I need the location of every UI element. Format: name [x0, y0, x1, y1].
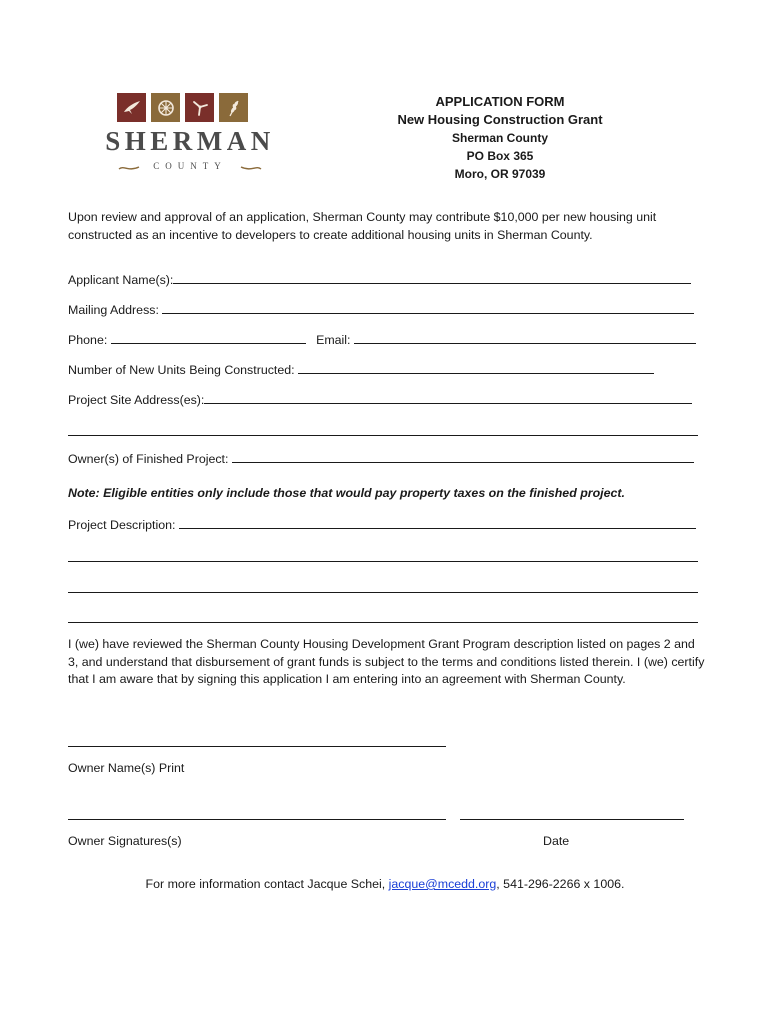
- contact-footer: [0, 877, 770, 891]
- org-city: Moro, OR 97039: [454, 167, 546, 181]
- contact-suffix: , 541-296-2266 x 1006.: [496, 877, 625, 891]
- wind-turbine-icon: [185, 93, 214, 122]
- org-po-box: PO Box 365: [466, 149, 534, 163]
- description-label: Project Description:: [68, 518, 176, 532]
- owner-name-print-line[interactable]: [68, 746, 446, 747]
- contact-prefix: For more information contact Jacque Schei,: [145, 877, 389, 891]
- owner-name-print-label: Owner Name(s) Print: [68, 761, 185, 775]
- site-address-field-line-2[interactable]: [68, 435, 698, 436]
- mailing-address-field[interactable]: [162, 302, 694, 314]
- site-address-field[interactable]: [204, 392, 692, 404]
- wagon-wheel-icon: [151, 93, 180, 122]
- logo-wordmark: SHERMAN: [105, 126, 275, 156]
- certification-paragraph: I (we) have reviewed the Sherman County Housing Development Grant Program description listed on pages 2 and 3, and understand that disbursement of grant funds is subject to the terms and conditions listed therein. I (we) certify that I am aware that by signing this application I am entering into an agreement with Sherman County.: [68, 637, 705, 686]
- owner-signature-label: Owner Signatures(s): [68, 834, 182, 848]
- applicant-name-label: Applicant Name(s):: [68, 273, 174, 287]
- applicant-name-row: [68, 272, 691, 287]
- phone-email-row: [68, 332, 696, 347]
- form-title: APPLICATION FORM: [435, 94, 565, 109]
- units-row: [68, 362, 654, 377]
- applicant-name-field[interactable]: [173, 272, 691, 284]
- logo-subtitle: COUNTY: [153, 161, 227, 171]
- description-field[interactable]: [179, 517, 696, 529]
- owner-signature-line[interactable]: [68, 819, 446, 820]
- sherman-county-logo: [92, 90, 288, 178]
- description-field-line-4[interactable]: [68, 622, 698, 623]
- email-field[interactable]: [354, 332, 696, 344]
- units-field[interactable]: [298, 362, 654, 374]
- mailing-address-label: Mailing Address:: [68, 303, 159, 317]
- units-label: Number of New Units Being Constructed:: [68, 363, 295, 377]
- owners-field[interactable]: [232, 451, 694, 463]
- date-line[interactable]: [460, 819, 684, 820]
- bird-icon: [117, 93, 146, 122]
- eligibility-note: Note: Eligible entities only include those that would pay property taxes on the finished project.: [68, 486, 625, 500]
- site-address-label: Project Site Address(es):: [68, 393, 205, 407]
- right-swirl-icon: [240, 164, 262, 172]
- phone-label: Phone:: [68, 333, 108, 347]
- owners-label: Owner(s) of Finished Project:: [68, 452, 229, 466]
- wheat-icon: [219, 93, 248, 122]
- phone-field[interactable]: [111, 332, 306, 344]
- description-field-line-3[interactable]: [68, 592, 698, 593]
- owners-row: [68, 451, 694, 466]
- intro-paragraph: Upon review and approval of an application, Sherman County may contribute $10,000 per new housing unit constructed as an incentive to developers to create additional housing units in Sherman County.: [68, 210, 657, 242]
- description-row: [68, 517, 696, 532]
- contact-email-link[interactable]: jacque@mcedd.org: [388, 877, 497, 891]
- email-label: Email:: [316, 333, 351, 347]
- date-label: Date: [543, 834, 570, 848]
- mailing-address-row: [68, 302, 694, 317]
- org-name: Sherman County: [451, 131, 548, 145]
- site-address-row: [68, 392, 692, 407]
- description-field-line-2[interactable]: [68, 561, 698, 562]
- form-subtitle: New Housing Construction Grant: [397, 112, 603, 127]
